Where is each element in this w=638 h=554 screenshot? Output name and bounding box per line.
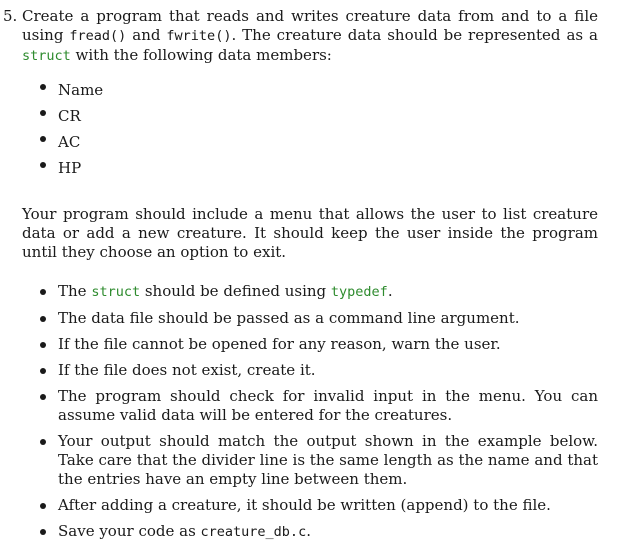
member-name: Name xyxy=(38,77,598,103)
intro-text-3: with the following data members: xyxy=(70,46,332,64)
requirement-output: Your output should match the output shown in the example below. Take care that the divider line is the same length as the name and that the entries have an empty line between them. xyxy=(38,432,598,489)
question-intro xyxy=(22,7,598,66)
requirement-invalid-input: The program should check for invalid input in the menu. You can assume valid data will be entered for the creatures. xyxy=(38,387,598,425)
req1-typedef-keyword: typedef xyxy=(330,284,388,300)
requirements-list xyxy=(38,282,598,542)
question-number: 5. xyxy=(3,7,18,25)
intro-text-2: . The creature data should be represented as a xyxy=(231,26,598,44)
requirement-command-line: The data file should be passed as a command line argument. xyxy=(38,309,598,328)
member-cr: CR xyxy=(38,103,598,129)
member-hp: HP xyxy=(38,155,598,181)
requirement-append: After adding a creature, it should be written (append) to the file. xyxy=(38,496,598,515)
requirement-struct xyxy=(38,282,598,302)
requirement-warn: If the file cannot be opened for any reason, warn the user. xyxy=(38,335,598,354)
req1-text-c: . xyxy=(387,282,393,300)
req8-text-a: Save your code as xyxy=(58,522,201,540)
intro-and: and xyxy=(126,26,167,44)
fwrite-code: fwrite() xyxy=(166,28,232,44)
intro-text-1: Create a program that reads and writes creature data from and to a file using xyxy=(22,7,598,44)
filename-code: creature_db.c xyxy=(200,524,307,540)
requirement-create: If the file does not exist, create it. xyxy=(38,361,598,380)
req1-text-a: The xyxy=(58,282,92,300)
member-ac: AC xyxy=(38,129,598,155)
fread-code: fread() xyxy=(69,28,127,44)
requirement-save xyxy=(38,522,598,542)
req1-struct-keyword: struct xyxy=(91,284,141,300)
struct-keyword: struct xyxy=(22,48,71,64)
data-members-list xyxy=(38,77,598,181)
menu-paragraph: Your program should include a menu that allows the user to list creature data or add a new creature. It should keep the user inside the program until they choose an option to exit. xyxy=(22,205,598,261)
req1-text-b: should be defined using xyxy=(140,282,331,300)
req8-text-b: . xyxy=(306,522,311,540)
